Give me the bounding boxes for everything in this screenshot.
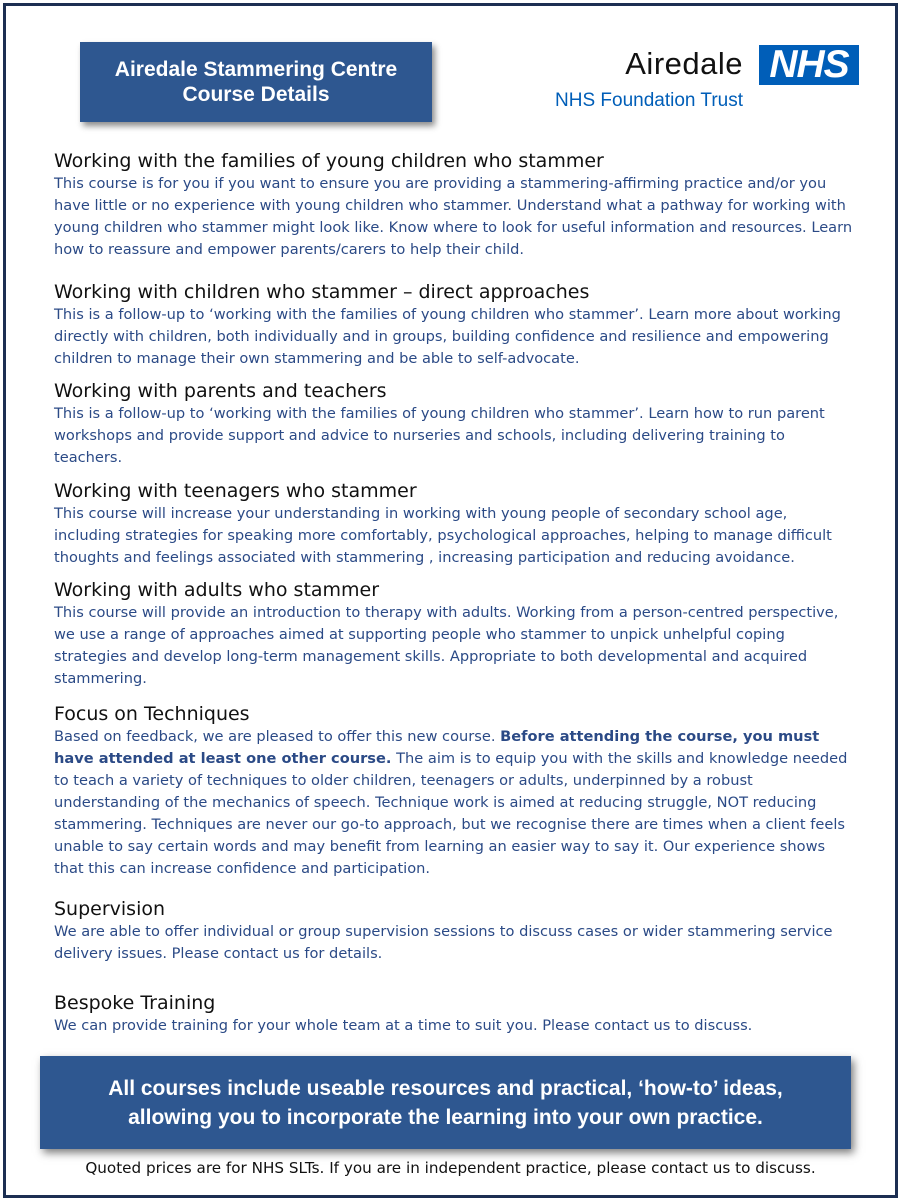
resources-banner [40,1056,851,1149]
title-line-2: Course Details [182,83,330,106]
course-title: Focus on Techniques [54,703,250,725]
description-intro: Based on feedback, we are pleased to offer this new course. [54,728,501,745]
course-title: Working with children who stammer – direct approaches [54,281,590,303]
title-box [80,42,432,122]
description-body: The aim is to equip you with the skills and knowledge needed to teach a variety of techniques to older children, teenagers or adults, underpinned by a robust understanding of the mechanics of speech. Technique work is aimed at reducing struggle, NOT reducing stammering. Techniques are never our go-to approach, but we recognise there are times when a client feels unable to say certain words and may benefit from learning an easier way to say it. Our experience shows that this can increase confidence and participation. [54,750,848,877]
course-title: Working with parents and teachers [54,380,387,402]
banner-line-2: allowing you to incorporate the learning into your own practice. [128,1105,763,1129]
logo-organisation-name: Airedale [625,46,743,81]
course-adults [54,578,854,690]
course-focus-on-techniques [54,702,854,880]
title-line-1: Airedale Stammering Centre [114,58,398,81]
course-children-direct-approaches [54,280,854,370]
course-supervision [54,897,854,965]
course-title: Supervision [54,898,166,920]
course-description: This is a follow-up to ‘working with the families of young children who stammer’. Learn how to run parent workshops and provide support and advice to nurseries and schools, including delivering training to teachers. [54,405,825,466]
course-parents-teachers [54,379,854,469]
course-description: This course will provide an introduction to therapy with adults. Working from a person-centred perspective, we use a range of approaches aimed at supporting people who stammer to unpick unhelpful coping strategies and develop long-term management skills. Appropriate to both developmental and acquired stammering. [54,604,839,687]
prerequisite-note: Before attending the course, you must have attended at least one other course. [54,728,820,767]
course-description: This course will increase your understanding in working with young people of secondary school age, including strategies for speaking more comfortably, psychological approaches, helping to manage difficult thoughts and feelings associated with stammering , increasing participation and reducing avoidance. [54,505,832,566]
course-teenagers [54,479,854,569]
pricing-footnote: Quoted prices are for NHS SLTs. If you are in independent practice, please contact us to discuss. [85,1159,816,1177]
course-title: Bespoke Training [54,992,216,1014]
course-description: This is a follow-up to ‘working with the families of young children who stammer’. Learn more about working directly with children, both individually and in groups, building confidence and resilience and empowering children to manage their own stammering and be able to self-advocate. [54,306,841,367]
nhs-logo-badge: NHS [759,45,859,85]
course-title: Working with adults who stammer [54,579,380,601]
nhs-trust-logo [529,40,859,120]
course-description: We can provide training for your whole team at a time to suit you. Please contact us to discuss. [54,1017,753,1034]
course-description [54,726,854,880]
course-families-young-children [54,149,854,261]
course-title: Working with teenagers who stammer [54,480,417,502]
course-description: This course is for you if you want to ensure you are providing a stammering-affirming practice and/or you have little or no experience with young children who stammer. Understand what a pathway for working with young children who stammer might look like. Know where to look for useful information and resources. Learn how to reassure and empower parents/carers to help their child. [54,175,853,258]
course-title: Working with the families of young children who stammer [54,150,604,172]
course-description: We are able to offer individual or group supervision sessions to discuss cases or wider stammering service delivery issues. Please contact us for details. [54,923,833,962]
course-bespoke-training [54,991,854,1037]
logo-trust-name: NHS Foundation Trust [555,90,743,111]
banner-line-1: All courses include useable resources and practical, ‘how-to’ ideas, [108,1076,783,1100]
